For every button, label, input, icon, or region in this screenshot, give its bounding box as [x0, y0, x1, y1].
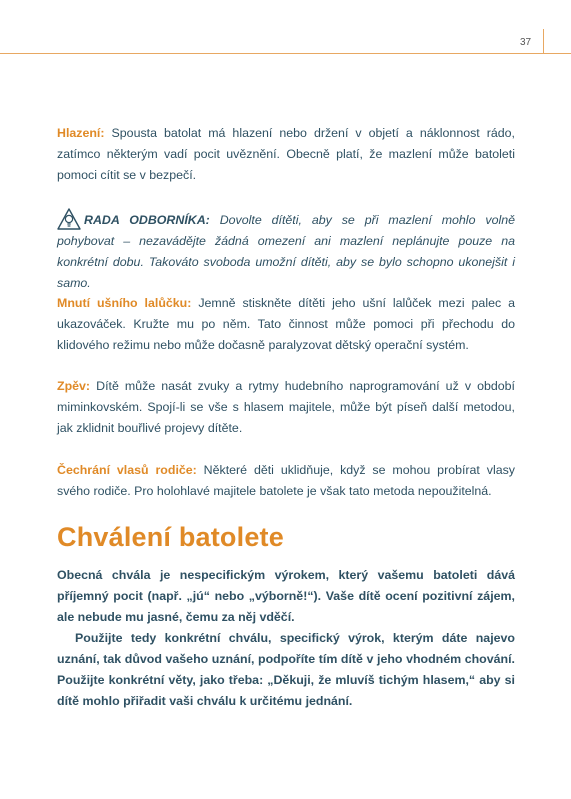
section-lead: Mnutí ušního lalůčku:	[57, 296, 192, 310]
section-lead: Zpěv:	[57, 379, 91, 393]
section-hlazeni	[57, 123, 515, 186]
section-text: Spousta batolat má hlazení nebo držení v objetí a náklonnost rádo, zatímco některým vadí pocit uvěznění. Obecně platí, že mazlení může batoleti pomoci cítit se v bezpečí.	[57, 126, 515, 182]
expert-tip	[57, 208, 515, 294]
section-lead: Čechrání vlasů rodiče:	[57, 463, 197, 477]
page-number: 37	[520, 37, 532, 48]
section-text: Dítě může nasát zvuky a rytmy hudebního naprogramování už v období miminkovském. Spojí-li se vše s hlasem majitele, může být píseň další metodou, jak zklidnit bouřlivé projevy dítěte.	[57, 379, 515, 435]
section-text: Jemně stiskněte dítěti jeho ušní lalůček mezi palec a ukazováček. Kružte mu po něm. Tato činnost může pomoci při přechodu do klidového režimu nebo může dočasně paralyzovat dětský operační systém.	[57, 296, 515, 352]
tip-label: RADA ODBORNÍKA:	[84, 213, 210, 227]
section-lead: Hlazení:	[57, 126, 105, 140]
section-heading: Chválení batolete	[57, 522, 284, 552]
section-mnuti	[57, 293, 515, 356]
section-zpev	[57, 376, 515, 439]
section-text: Některé děti uklidňuje, když se mohou probírat vlasy svého rodiče. Pro holohlavé majitele batolete je však tato metoda nepoužitelná.	[57, 463, 515, 498]
page-number-divider	[543, 29, 544, 54]
header-rule	[0, 53, 571, 54]
body-paragraph-2: Použijte tedy konkrétní chválu, specifický výrok, kterým dáte najevo uznání, tak důvod vašeho uznání, podpoříte tím dítě v jeho vhodném chování. Použijte konkrétní věty, jako třeba: „Děkuji, že mluvíš tichým hlasem,“ aby si dítě mohlo přiřadit vaši chválu k určitému jednání.	[57, 631, 515, 708]
body-paragraph-1: Obecná chvála je nespecifickým výrokem, který vašemu batoleti dává příjemný pocit (např. „jú“ nebo „výborně!“). Vaše dítě ocení pozitivní zájem, ale nebude mu jasné, čemu za něj vděčí.	[57, 568, 515, 624]
lightbulb-icon	[57, 208, 81, 230]
section-cechrani	[57, 460, 515, 502]
tip-text: Dovolte dítěti, aby se při mazlení mohlo volně pohybovat – nezavádějte žádná omezení ani mazlení neplánujte pouze na konkrétní dobu. Takováto svoboda umožní dítěti, aby se bylo schopno ukonejšit i samo.	[57, 213, 515, 290]
